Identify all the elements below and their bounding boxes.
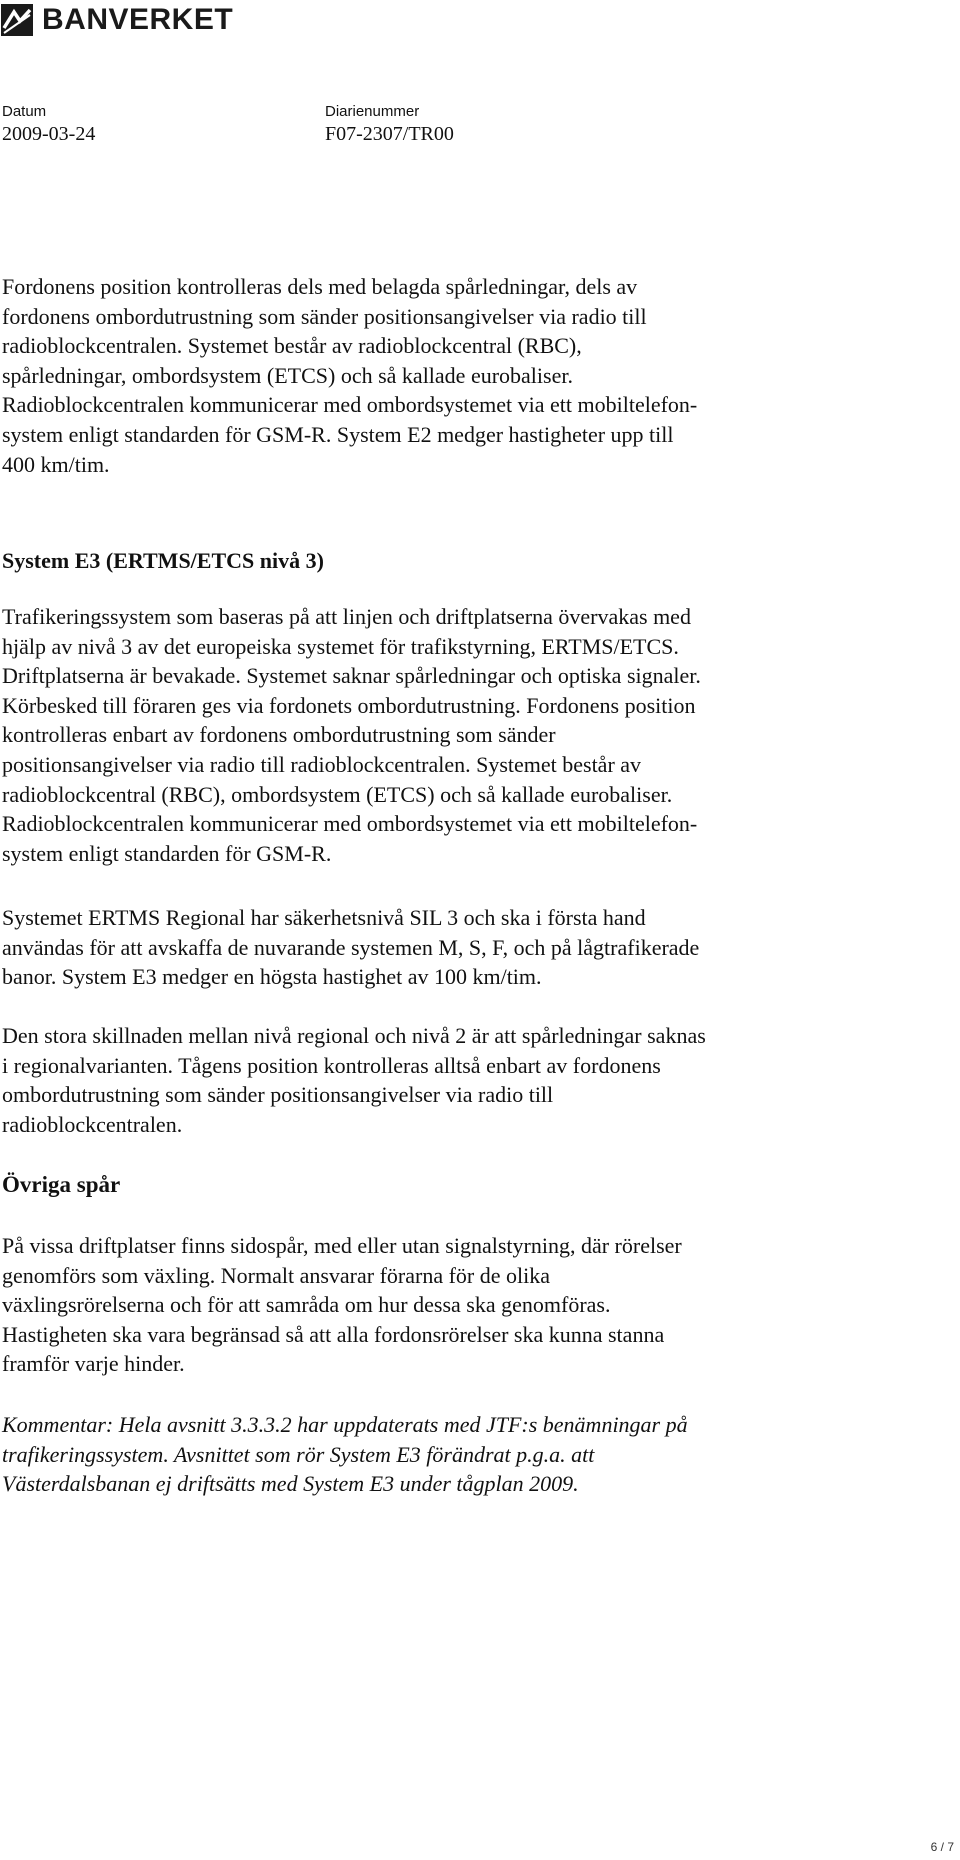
banverket-logo: [0, 0, 233, 40]
date-value: 2009-03-24: [2, 123, 96, 145]
date-label: Datum: [2, 103, 47, 120]
logo-text: BANVERKET: [42, 3, 234, 36]
date-block: [2, 103, 95, 147]
comment-paragraph: Kommentar: Hela avsnitt 3.3.3.2 har uppdaterats med JTF:s benämningar på trafikeringssystem. Avsnittet som rör System E3 förändrat p.g.a. att Västerdalsbanan ej driftsätts med System E3 under tågplan 2009.: [2, 1412, 688, 1497]
page-number: 6 / 7: [930, 1840, 954, 1854]
paragraph-e2-position: Fordonens position kontrolleras dels med belagda spårledningar, dels av fordonens ombordutrustning som sänder positionsangivelser via radio till radioblockcentralen. Systemet består av radioblockcentral (RBC), spårledningar, ombordsystem (ETCS) och så kallade eurobaliser. Radioblockcentralen kommunicerar med ombordsystemet via ett mobiltelefon- system enligt standarden för GSM-R. System E2 medger hastigheter upp till 400 km/tim.: [2, 274, 698, 477]
heading-system-e3: System E3 (ERTMS/ETCS nivå 3): [2, 548, 324, 573]
paragraph-e3-description: Trafikeringssystem som baseras på att linjen och driftplatserna övervakas med hjälp av nivå 3 av det europeiska systemet för trafikstyrning, ERTMS/ETCS. Driftplatserna är bevakade. Systemet saknar spårledningar och optiska signaler. Körbesked till föraren ges via fordonets ombordutrustning. Fordonens position kontrolleras enbart av fordonens ombordutrustning som sänder positionsangivelser via radio till radioblockcentralen. Systemet består av radioblockcentral (RBC), ombordsystem (ETCS) och så kallade eurobaliser. Radioblockcentralen kommunicerar med ombordsystemet via ett mobiltelefon- system enligt standarden för GSM-R.: [2, 604, 701, 866]
heading-ovriga-spar: Övriga spår: [2, 1172, 121, 1197]
diary-number-value: F07-2307/TR00: [325, 123, 454, 145]
diary-number-label: Diarienummer: [325, 103, 420, 120]
paragraph-sidospar: På vissa driftplatser finns sidospår, med eller utan signalstyrning, där rörelser genomförs som växling. Normalt ansvarar förarna för de olika växlingsrörelserna och för att samråda om hur dessa ska genomföras. Hastigheten ska vara begränsad så att alla fordonsrörelser ska kunna stanna framför varje hinder.: [2, 1233, 682, 1377]
paragraph-regional-difference: Den stora skillnaden mellan nivå regional och nivå 2 är att spårledningar saknas i regionalvarianten. Tågens position kontrolleras alltså enbart av fordonens ombordutrustning som sänder positionsangivelser via radio till radioblockcentralen.: [2, 1023, 706, 1137]
paragraph-ertms-regional: Systemet ERTMS Regional har säkerhetsnivå SIL 3 och ska i första hand användas för att avskaffa de nuvarande systemen M, S, F, och på lågtrafikerade banor. System E3 medger en högsta hastighet av 100 km/tim.: [2, 905, 700, 990]
diary-number-block: [325, 103, 454, 147]
banverket-emblem-icon: [0, 3, 34, 37]
